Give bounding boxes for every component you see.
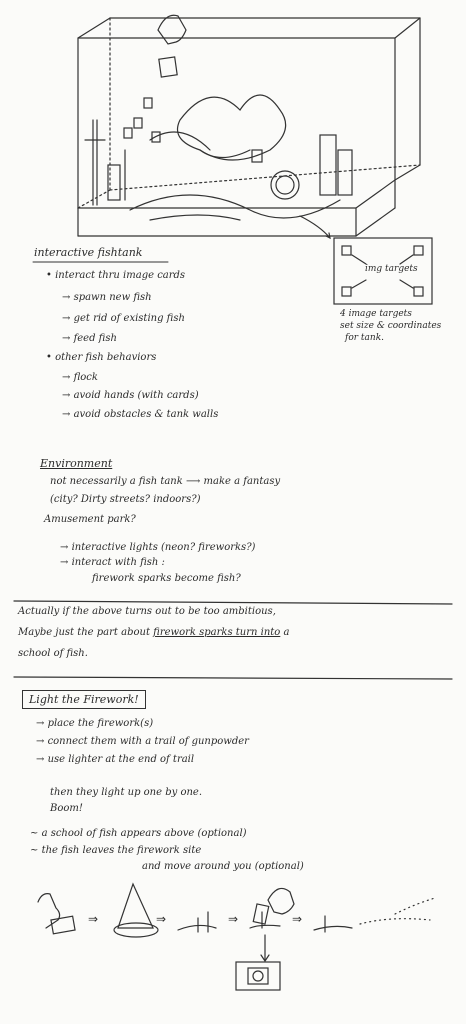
note-move-around: and move around you (optional)	[142, 861, 304, 872]
section-environment-title: Environment	[40, 457, 113, 470]
storyboard-arrow-3: ⇒	[228, 912, 239, 926]
note-spawn-fish: → spawn new fish	[62, 292, 152, 303]
note-interactive-lights: → interactive lights (neon? fireworks?)	[60, 542, 256, 553]
note-place-fireworks: → place the firework(s)	[36, 718, 154, 729]
section-interactive-fishtank-title: interactive fishtank	[34, 246, 143, 259]
storyboard-arrow-2: ⇒	[156, 912, 167, 926]
note-flock: → flock	[62, 372, 98, 383]
note-not-fish-tank: not necessarily a fish tank ⟶ make a fantasy	[50, 476, 281, 487]
note-sparks-become-fish: firework sparks become fish?	[92, 573, 241, 584]
note-avoid-obstacles: → avoid obstacles & tank walls	[62, 409, 219, 420]
note-connect-gunpowder: → connect them with a trail of gunpowder	[36, 736, 249, 747]
storyboard-arrow-4: ⇒	[292, 912, 303, 926]
targets-center-label: img targets	[365, 264, 418, 274]
targets-note-1: 4 image targets	[340, 309, 412, 319]
note-use-lighter: → use lighter at the end of trail	[36, 754, 195, 765]
section-light-firework-title: Light the Firework!	[22, 690, 146, 709]
note-actually-ambitious: Actually if the above turns out to be too ambitious,	[18, 606, 276, 617]
note-light-up: then they light up one by one.	[50, 787, 203, 798]
note-amusement-park: Amusement park?	[44, 514, 136, 525]
note-school-appears: ~ a school of fish appears above (optional)	[30, 828, 247, 839]
storyboard-arrow-1: ⇒	[88, 912, 99, 926]
note-fish-leave: ~ the fish leaves the firework site	[30, 845, 202, 856]
note-feed-fish: → feed fish	[62, 333, 117, 344]
note-interact-with-fish: → interact with fish :	[60, 557, 165, 568]
targets-note-3: for tank.	[345, 333, 385, 343]
note-settings: (city? Dirty streets? indoors?)	[50, 494, 201, 505]
note-remove-fish: → get rid of existing fish	[62, 313, 185, 324]
note-boom: Boom!	[50, 803, 83, 814]
fish-tank-drawing	[78, 15, 420, 238]
storyboard-drawing	[38, 884, 435, 990]
note-interact-cards: • interact thru image cards	[46, 270, 186, 281]
note-avoid-hands: → avoid hands (with cards)	[62, 390, 199, 401]
note-fish-behaviors: • other fish behaviors	[46, 352, 157, 363]
note-school-of-fish: school of fish.	[18, 648, 88, 659]
note-maybe-part: Maybe just the part about firework sparks turn into a	[18, 627, 290, 638]
targets-note-2: set size & coordinates	[340, 321, 442, 331]
